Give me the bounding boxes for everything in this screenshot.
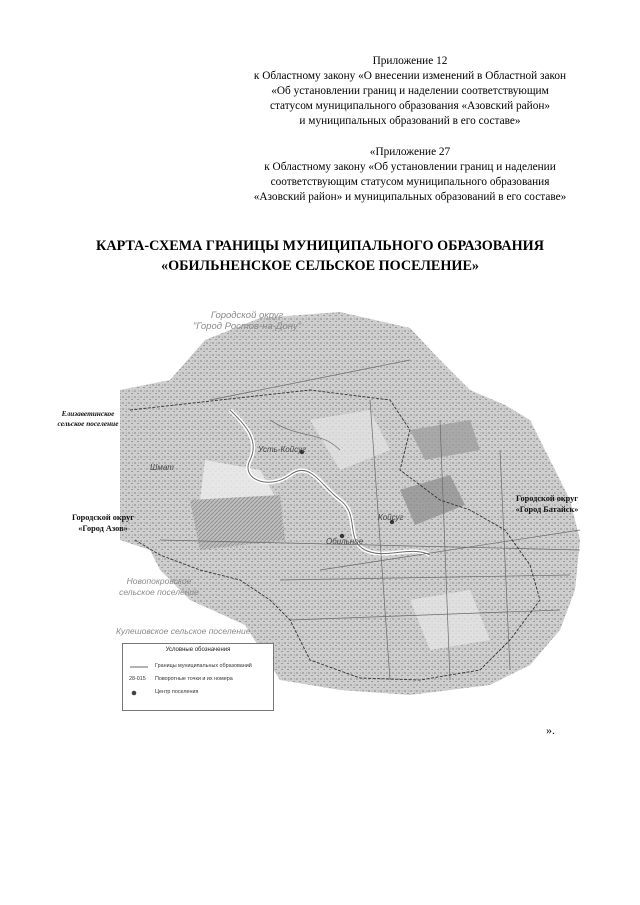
appendix-12-line-2: к Областному закону «О внесении изменений в Областной закон: [253, 70, 567, 82]
legend-title: Условные обозначения: [165, 647, 231, 653]
title-line-1: КАРТА-СХЕМА ГРАНИЦЫ МУНИЦИПАЛЬНОГО ОБРАЗОВАНИЯ: [96, 238, 544, 254]
appendix-12-header: [210, 54, 610, 129]
azov-label: Городской округ «Город Азов»: [71, 513, 135, 533]
closing-quote: ».: [546, 723, 555, 737]
place-koysug: Койсуг: [378, 513, 404, 522]
map-legend: [122, 643, 274, 711]
place-shmat: Шмат: [150, 463, 174, 472]
appendix-27-line-4: «Азовский район» и муниципальных образований в его составе»: [253, 191, 567, 203]
legend-item-points: 28-015 Поворотные точки и их номера: [129, 676, 233, 682]
appendix-27-line-1: «Приложение 27: [369, 146, 451, 158]
document-title: [0, 236, 640, 276]
boundary-line-icon: [129, 662, 149, 671]
appendix-27-header: [210, 145, 610, 205]
appendix-27-line-2: к Областному закону «Об установлении границ и наделении: [264, 161, 556, 173]
elizavetinskoe-label: Елизаветинское сельское поселение: [57, 409, 119, 428]
legend-item-center: Центр поселения: [129, 688, 269, 697]
appendix-12-line-3: «Об установлении границ и наделении соответствующим: [271, 85, 549, 97]
place-ust-koysug: Усть-Койсуг: [258, 445, 306, 454]
title-line-2: «ОБИЛЬНЕНСКОЕ СЕЛЬСКОЕ ПОСЕЛЕНИЕ»: [160, 258, 480, 274]
appendix-12-line-5: и муниципальных образований в его составе»: [299, 115, 521, 127]
appendix-12-line-1: Приложение 12: [372, 55, 448, 67]
place-obilnoe: Обильное: [326, 537, 364, 546]
point-number-sample: 28-015: [129, 676, 146, 682]
appendix-27-line-3: соответствующим статусом муниципального образования: [270, 176, 550, 188]
rostov-label: Городской округ "Город Ростов-на-Дону": [192, 310, 302, 332]
novopokrovskoe-label: Новопокровское сельское поселение: [119, 576, 199, 597]
legend-item-boundaries: Границы муниципальных образований: [129, 662, 269, 671]
settlement-center-icon: [129, 688, 149, 697]
kuleshovskoe-label: Кулешовское сельское поселение: [116, 626, 251, 636]
bataysk-label: Городской округ «Город Батайск»: [515, 494, 579, 514]
appendix-12-line-4: статусом муниципального образования «Азовский район»: [269, 100, 551, 112]
